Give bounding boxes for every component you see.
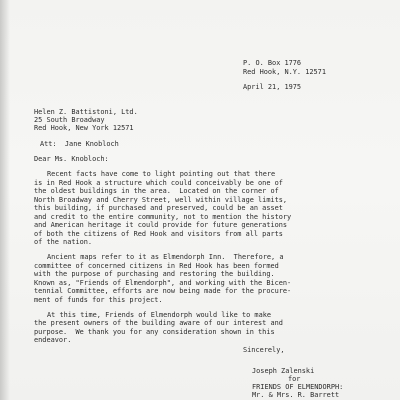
signature-for: for: [288, 375, 301, 383]
body-line: with the purpose of purchasing and restoring the building.: [34, 270, 275, 278]
closing: Sincerely,: [243, 346, 285, 354]
body-line: Recent facts have come to light pointing out that there: [47, 170, 276, 178]
page-edge-shadow: [0, 0, 10, 400]
recipient-city: Red Hook, New York 12571: [34, 124, 134, 132]
body-line: is in Red Hook a structure which could conceivably be one of: [34, 179, 283, 187]
sender-po-box: P. O. Box 1776: [243, 59, 302, 67]
body-line: committee of concerned citizens in Red Hook has been formed: [34, 262, 279, 270]
letter-date: April 21, 1975: [243, 83, 302, 91]
signature-org: FRIENDS OF ELMENDORPH:: [252, 383, 344, 391]
recipient-name: Helen Z. Battistoni, Ltd.: [34, 108, 138, 116]
body-line: tennial Committee, efforts are now being made for the procure-: [34, 287, 292, 295]
body-line: Ancient maps refer to it as Elmendorph Inn. Therefore, a: [47, 253, 284, 261]
body-line: and American heritage it could provide for future generations: [34, 221, 288, 229]
body-line: At this time, Friends of Elmendorph would like to make: [47, 311, 272, 319]
body-line: North Broadway and Cherry Street, well within village limits,: [34, 196, 288, 204]
signature-name: Joseph Zalenski: [252, 367, 315, 375]
body-line: of the nation.: [34, 238, 93, 246]
signature-members: Mr. & Mrs. R. Barrett: [252, 391, 340, 399]
body-line: Known as, "Friends of Elmendorph", and working with the Bicen-: [34, 279, 292, 287]
body-line: this building, if purchased and preserved, could be an asset: [34, 204, 283, 212]
body-line: ment of funds for this project.: [34, 296, 163, 304]
attention-line: Att: Jane Knobloch: [40, 140, 119, 148]
body-line: the present owners of the building aware of our interest and: [34, 319, 283, 327]
body-line: purpose. We thank you for any consideration shown in this: [34, 328, 275, 336]
body-line: and credit to the entire community, not to mention the history: [34, 213, 292, 221]
body-line: of both the citizens of Red Hook and visitors from all parts: [34, 230, 283, 238]
salutation: Dear Ms. Knobloch:: [34, 155, 109, 163]
recipient-street: 25 South Broadway: [34, 116, 105, 124]
body-line: endeavor.: [34, 336, 72, 344]
body-line: the oldest buildings in the area. Located on the corner of: [34, 187, 279, 195]
sender-city: Red Hook, N.Y. 12571: [243, 68, 326, 76]
